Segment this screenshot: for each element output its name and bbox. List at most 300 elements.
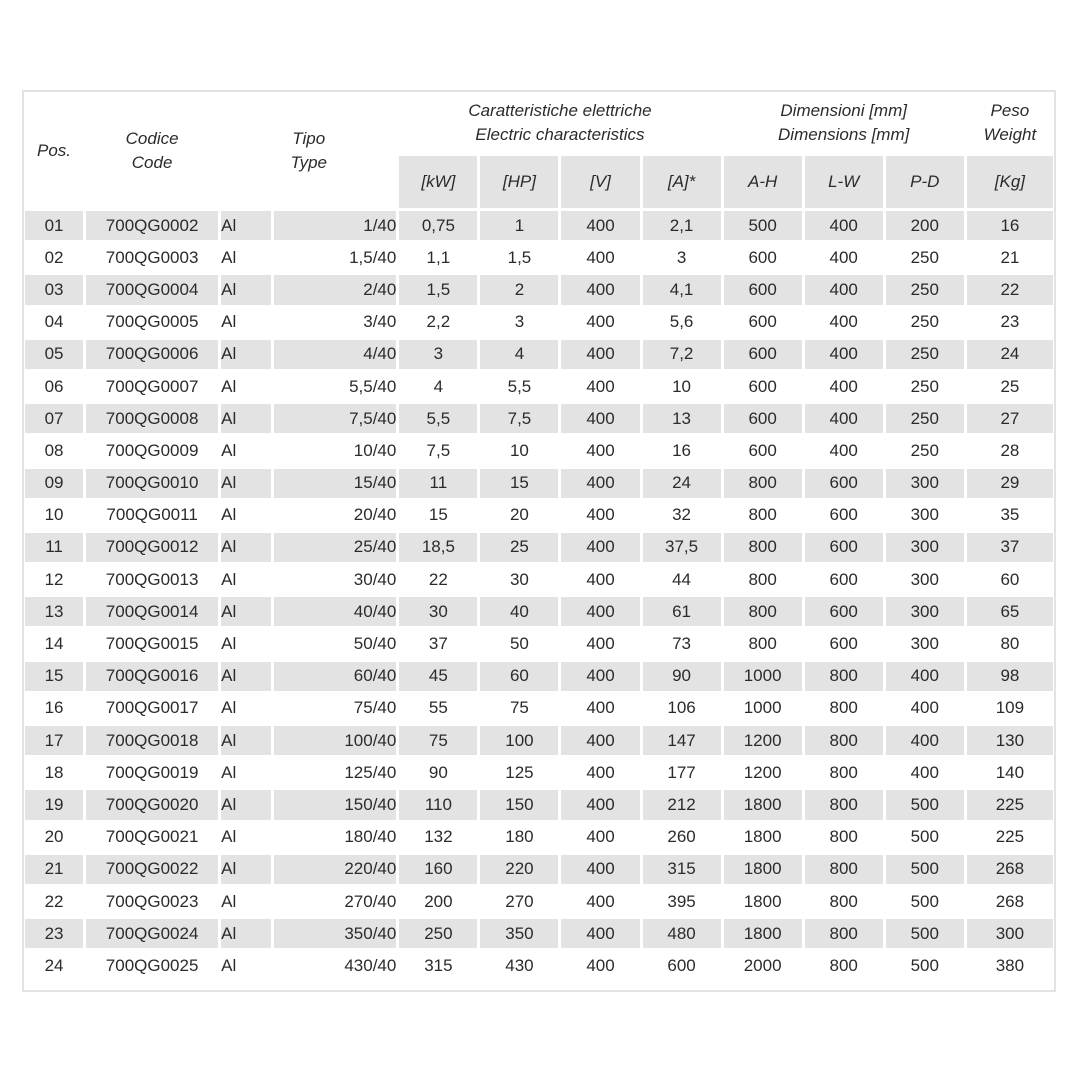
v-cell: 400 xyxy=(561,951,639,980)
kg-cell: 22 xyxy=(967,275,1053,304)
type-cell: 40/40 xyxy=(274,597,396,626)
ah-cell: 600 xyxy=(724,243,802,272)
material-cell: Al xyxy=(221,308,271,337)
kg-cell: 35 xyxy=(967,501,1053,530)
code-cell: 700QG0017 xyxy=(86,694,218,723)
pd-cell: 300 xyxy=(886,629,964,658)
kw-cell: 4 xyxy=(399,372,477,401)
code-cell: 700QG0020 xyxy=(86,790,218,819)
material-cell: Al xyxy=(221,243,271,272)
table-row xyxy=(25,372,1053,401)
type-cell: 5,5/40 xyxy=(274,372,396,401)
ah-cell: 1800 xyxy=(724,919,802,948)
ah-cell: 500 xyxy=(724,211,802,240)
table-row xyxy=(25,469,1053,498)
code-cell: 700QG0007 xyxy=(86,372,218,401)
kw-cell: 7,5 xyxy=(399,436,477,465)
kw-cell: 200 xyxy=(399,887,477,916)
kw-cell: 1,5 xyxy=(399,275,477,304)
lw-cell: 800 xyxy=(805,823,883,852)
type-cell: 220/40 xyxy=(274,855,396,884)
pos-header-label: Pos. xyxy=(37,140,72,160)
a-cell: 5,6 xyxy=(643,308,721,337)
pd-cell: 400 xyxy=(886,694,964,723)
v-cell: 400 xyxy=(561,211,639,240)
a-cell: 106 xyxy=(643,694,721,723)
code-cell: 700QG0005 xyxy=(86,308,218,337)
a-cell: 2,1 xyxy=(643,211,721,240)
ah-cell: 800 xyxy=(724,501,802,530)
table-row xyxy=(25,662,1053,691)
code-cell: 700QG0021 xyxy=(86,823,218,852)
pd-cell: 500 xyxy=(886,790,964,819)
pd-cell: 250 xyxy=(886,308,964,337)
kg-cell: 225 xyxy=(967,790,1053,819)
kg-cell: 29 xyxy=(967,469,1053,498)
v-cell: 400 xyxy=(561,919,639,948)
pos-cell: 16 xyxy=(25,694,83,723)
pos-cell: 10 xyxy=(25,501,83,530)
pos-cell: 03 xyxy=(25,275,83,304)
weight-header-en: Weight xyxy=(983,125,1037,144)
unit-kw: [kW] xyxy=(399,156,477,208)
table-row xyxy=(25,629,1053,658)
pos-cell: 19 xyxy=(25,790,83,819)
type-header-en: Type xyxy=(290,152,328,172)
a-cell: 260 xyxy=(643,823,721,852)
a-cell: 212 xyxy=(643,790,721,819)
kg-cell: 268 xyxy=(967,855,1053,884)
v-cell: 400 xyxy=(561,533,639,562)
hp-cell: 75 xyxy=(480,694,558,723)
a-cell: 32 xyxy=(643,501,721,530)
code-cell: 700QG0014 xyxy=(86,597,218,626)
hp-cell: 350 xyxy=(480,919,558,948)
material-cell: Al xyxy=(221,855,271,884)
code-header-it: Codice xyxy=(125,128,179,148)
ah-cell: 600 xyxy=(724,275,802,304)
kg-cell: 60 xyxy=(967,565,1053,594)
kg-cell: 25 xyxy=(967,372,1053,401)
code-cell: 700QG0013 xyxy=(86,565,218,594)
pos-cell: 14 xyxy=(25,629,83,658)
lw-cell: 800 xyxy=(805,951,883,980)
kw-cell: 110 xyxy=(399,790,477,819)
v-cell: 400 xyxy=(561,726,639,755)
v-cell: 400 xyxy=(561,597,639,626)
a-cell: 147 xyxy=(643,726,721,755)
hp-cell: 7,5 xyxy=(480,404,558,433)
material-cell: Al xyxy=(221,469,271,498)
pos-cell: 22 xyxy=(25,887,83,916)
kg-cell: 225 xyxy=(967,823,1053,852)
pd-cell: 300 xyxy=(886,501,964,530)
v-cell: 400 xyxy=(561,340,639,369)
type-cell: 270/40 xyxy=(274,887,396,916)
kg-cell: 16 xyxy=(967,211,1053,240)
pos-cell: 20 xyxy=(25,823,83,852)
a-cell: 61 xyxy=(643,597,721,626)
hp-cell: 125 xyxy=(480,758,558,787)
dimensions-header xyxy=(724,93,964,153)
a-cell: 73 xyxy=(643,629,721,658)
pos-cell: 01 xyxy=(25,211,83,240)
ah-cell: 600 xyxy=(724,372,802,401)
lw-cell: 600 xyxy=(805,469,883,498)
pd-cell: 500 xyxy=(886,951,964,980)
lw-cell: 800 xyxy=(805,855,883,884)
table-row xyxy=(25,855,1053,884)
kw-cell: 55 xyxy=(399,694,477,723)
pos-cell: 05 xyxy=(25,340,83,369)
type-cell: 15/40 xyxy=(274,469,396,498)
ah-cell: 800 xyxy=(724,597,802,626)
type-cell: 20/40 xyxy=(274,501,396,530)
pos-header xyxy=(25,93,83,208)
v-cell: 400 xyxy=(561,275,639,304)
hp-cell: 25 xyxy=(480,533,558,562)
material-cell: Al xyxy=(221,501,271,530)
lw-cell: 600 xyxy=(805,565,883,594)
material-cell: Al xyxy=(221,629,271,658)
a-cell: 480 xyxy=(643,919,721,948)
lw-cell: 400 xyxy=(805,436,883,465)
material-cell: Al xyxy=(221,758,271,787)
code-cell: 700QG0002 xyxy=(86,211,218,240)
electric-header xyxy=(399,93,720,153)
pos-cell: 13 xyxy=(25,597,83,626)
a-cell: 37,5 xyxy=(643,533,721,562)
pd-cell: 500 xyxy=(886,919,964,948)
kg-cell: 23 xyxy=(967,308,1053,337)
type-cell: 125/40 xyxy=(274,758,396,787)
hp-cell: 220 xyxy=(480,855,558,884)
v-cell: 400 xyxy=(561,758,639,787)
hp-cell: 2 xyxy=(480,275,558,304)
type-cell: 3/40 xyxy=(274,308,396,337)
pd-cell: 400 xyxy=(886,758,964,787)
weight-header xyxy=(967,93,1053,153)
a-cell: 24 xyxy=(643,469,721,498)
pos-cell: 09 xyxy=(25,469,83,498)
v-cell: 400 xyxy=(561,501,639,530)
kw-cell: 0,75 xyxy=(399,211,477,240)
electric-header-en: Electric characteristics xyxy=(475,125,645,144)
type-cell: 350/40 xyxy=(274,919,396,948)
v-cell: 400 xyxy=(561,565,639,594)
kw-cell: 37 xyxy=(399,629,477,658)
pd-cell: 400 xyxy=(886,662,964,691)
kg-cell: 80 xyxy=(967,629,1053,658)
type-cell: 25/40 xyxy=(274,533,396,562)
table-row xyxy=(25,597,1053,626)
kw-cell: 11 xyxy=(399,469,477,498)
type-cell: 1/40 xyxy=(274,211,396,240)
lw-cell: 400 xyxy=(805,372,883,401)
a-cell: 395 xyxy=(643,887,721,916)
pos-cell: 23 xyxy=(25,919,83,948)
type-cell: 7,5/40 xyxy=(274,404,396,433)
pd-cell: 250 xyxy=(886,275,964,304)
v-cell: 400 xyxy=(561,243,639,272)
pos-cell: 12 xyxy=(25,565,83,594)
hp-cell: 4 xyxy=(480,340,558,369)
lw-cell: 800 xyxy=(805,887,883,916)
v-cell: 400 xyxy=(561,404,639,433)
code-cell: 700QG0004 xyxy=(86,275,218,304)
kw-cell: 75 xyxy=(399,726,477,755)
code-cell: 700QG0022 xyxy=(86,855,218,884)
pd-cell: 500 xyxy=(886,823,964,852)
table-row xyxy=(25,404,1053,433)
table-row xyxy=(25,501,1053,530)
kg-cell: 28 xyxy=(967,436,1053,465)
lw-cell: 600 xyxy=(805,501,883,530)
table-row xyxy=(25,211,1053,240)
ah-cell: 1200 xyxy=(724,758,802,787)
unit-pd: P-D xyxy=(886,156,964,208)
a-cell: 13 xyxy=(643,404,721,433)
type-header xyxy=(221,93,396,208)
ah-cell: 1800 xyxy=(724,855,802,884)
hp-cell: 1,5 xyxy=(480,243,558,272)
ah-cell: 600 xyxy=(724,340,802,369)
table-row xyxy=(25,533,1053,562)
unit-v: [V] xyxy=(561,156,639,208)
ah-cell: 1000 xyxy=(724,694,802,723)
type-cell: 100/40 xyxy=(274,726,396,755)
ah-cell: 1000 xyxy=(724,662,802,691)
hp-cell: 10 xyxy=(480,436,558,465)
ah-cell: 1200 xyxy=(724,726,802,755)
lw-cell: 400 xyxy=(805,404,883,433)
code-cell: 700QG0015 xyxy=(86,629,218,658)
a-cell: 16 xyxy=(643,436,721,465)
code-cell: 700QG0006 xyxy=(86,340,218,369)
pd-cell: 250 xyxy=(886,436,964,465)
table-row xyxy=(25,565,1053,594)
type-cell: 4/40 xyxy=(274,340,396,369)
hp-cell: 20 xyxy=(480,501,558,530)
pos-cell: 08 xyxy=(25,436,83,465)
kg-cell: 24 xyxy=(967,340,1053,369)
pd-cell: 500 xyxy=(886,887,964,916)
type-cell: 75/40 xyxy=(274,694,396,723)
material-cell: Al xyxy=(221,404,271,433)
code-cell: 700QG0018 xyxy=(86,726,218,755)
ah-cell: 1800 xyxy=(724,823,802,852)
hp-cell: 180 xyxy=(480,823,558,852)
type-cell: 50/40 xyxy=(274,629,396,658)
v-cell: 400 xyxy=(561,887,639,916)
ah-cell: 2000 xyxy=(724,951,802,980)
kw-cell: 30 xyxy=(399,597,477,626)
code-cell: 700QG0023 xyxy=(86,887,218,916)
code-cell: 700QG0025 xyxy=(86,951,218,980)
kg-cell: 27 xyxy=(967,404,1053,433)
material-cell: Al xyxy=(221,211,271,240)
kg-cell: 109 xyxy=(967,694,1053,723)
material-cell: Al xyxy=(221,275,271,304)
pd-cell: 250 xyxy=(886,243,964,272)
a-cell: 44 xyxy=(643,565,721,594)
kg-cell: 37 xyxy=(967,533,1053,562)
table-body xyxy=(25,211,1053,981)
a-cell: 4,1 xyxy=(643,275,721,304)
material-cell: Al xyxy=(221,436,271,465)
material-cell: Al xyxy=(221,565,271,594)
table-row xyxy=(25,790,1053,819)
lw-cell: 800 xyxy=(805,726,883,755)
ah-cell: 800 xyxy=(724,565,802,594)
lw-cell: 800 xyxy=(805,758,883,787)
v-cell: 400 xyxy=(561,469,639,498)
lw-cell: 400 xyxy=(805,340,883,369)
a-cell: 315 xyxy=(643,855,721,884)
pos-cell: 17 xyxy=(25,726,83,755)
table-row xyxy=(25,436,1053,465)
ah-cell: 600 xyxy=(724,308,802,337)
table-header xyxy=(25,93,1053,208)
pos-cell: 21 xyxy=(25,855,83,884)
kg-cell: 21 xyxy=(967,243,1053,272)
pd-cell: 200 xyxy=(886,211,964,240)
v-cell: 400 xyxy=(561,790,639,819)
hp-cell: 30 xyxy=(480,565,558,594)
lw-cell: 800 xyxy=(805,919,883,948)
kg-cell: 65 xyxy=(967,597,1053,626)
type-cell: 150/40 xyxy=(274,790,396,819)
type-cell: 180/40 xyxy=(274,823,396,852)
table-row xyxy=(25,243,1053,272)
type-cell: 30/40 xyxy=(274,565,396,594)
lw-cell: 800 xyxy=(805,662,883,691)
type-cell: 60/40 xyxy=(274,662,396,691)
pos-cell: 02 xyxy=(25,243,83,272)
kw-cell: 5,5 xyxy=(399,404,477,433)
a-cell: 600 xyxy=(643,951,721,980)
hp-cell: 270 xyxy=(480,887,558,916)
table-row xyxy=(25,726,1053,755)
kw-cell: 45 xyxy=(399,662,477,691)
pd-cell: 400 xyxy=(886,726,964,755)
pos-cell: 18 xyxy=(25,758,83,787)
material-cell: Al xyxy=(221,694,271,723)
hp-cell: 150 xyxy=(480,790,558,819)
lw-cell: 400 xyxy=(805,275,883,304)
kg-cell: 140 xyxy=(967,758,1053,787)
table-row xyxy=(25,951,1053,980)
material-cell: Al xyxy=(221,340,271,369)
ah-cell: 600 xyxy=(724,404,802,433)
kg-cell: 268 xyxy=(967,887,1053,916)
code-cell: 700QG0009 xyxy=(86,436,218,465)
code-cell: 700QG0008 xyxy=(86,404,218,433)
kg-cell: 130 xyxy=(967,726,1053,755)
spec-table xyxy=(22,90,1056,984)
lw-cell: 600 xyxy=(805,629,883,658)
hp-cell: 60 xyxy=(480,662,558,691)
ah-cell: 1800 xyxy=(724,887,802,916)
pd-cell: 300 xyxy=(886,533,964,562)
hp-cell: 40 xyxy=(480,597,558,626)
pos-cell: 06 xyxy=(25,372,83,401)
type-cell: 1,5/40 xyxy=(274,243,396,272)
kw-cell: 250 xyxy=(399,919,477,948)
lw-cell: 800 xyxy=(805,790,883,819)
table-row xyxy=(25,308,1053,337)
material-cell: Al xyxy=(221,951,271,980)
hp-cell: 50 xyxy=(480,629,558,658)
lw-cell: 600 xyxy=(805,533,883,562)
pos-cell: 04 xyxy=(25,308,83,337)
ah-cell: 800 xyxy=(724,629,802,658)
type-cell: 10/40 xyxy=(274,436,396,465)
dimensions-header-en: Dimensions [mm] xyxy=(778,125,910,144)
ah-cell: 800 xyxy=(724,533,802,562)
kw-cell: 1,1 xyxy=(399,243,477,272)
pd-cell: 250 xyxy=(886,404,964,433)
material-cell: Al xyxy=(221,533,271,562)
v-cell: 400 xyxy=(561,855,639,884)
table-row xyxy=(25,275,1053,304)
kw-cell: 315 xyxy=(399,951,477,980)
code-cell: 700QG0003 xyxy=(86,243,218,272)
ah-cell: 600 xyxy=(724,436,802,465)
v-cell: 400 xyxy=(561,372,639,401)
table-row xyxy=(25,694,1053,723)
kw-cell: 132 xyxy=(399,823,477,852)
material-cell: Al xyxy=(221,597,271,626)
material-cell: Al xyxy=(221,823,271,852)
v-cell: 400 xyxy=(561,694,639,723)
v-cell: 400 xyxy=(561,629,639,658)
pos-cell: 24 xyxy=(25,951,83,980)
lw-cell: 600 xyxy=(805,597,883,626)
a-cell: 7,2 xyxy=(643,340,721,369)
hp-cell: 430 xyxy=(480,951,558,980)
hp-cell: 5,5 xyxy=(480,372,558,401)
material-cell: Al xyxy=(221,790,271,819)
unit-ah: A-H xyxy=(724,156,802,208)
kw-cell: 18,5 xyxy=(399,533,477,562)
unit-kg: [Kg] xyxy=(967,156,1053,208)
pd-cell: 250 xyxy=(886,372,964,401)
code-cell: 700QG0011 xyxy=(86,501,218,530)
pd-cell: 250 xyxy=(886,340,964,369)
lw-cell: 400 xyxy=(805,211,883,240)
hp-cell: 100 xyxy=(480,726,558,755)
a-cell: 177 xyxy=(643,758,721,787)
material-cell: Al xyxy=(221,662,271,691)
electric-header-it: Caratteristiche elettriche xyxy=(468,101,652,120)
table-row xyxy=(25,340,1053,369)
a-cell: 3 xyxy=(643,243,721,272)
kw-cell: 160 xyxy=(399,855,477,884)
lw-cell: 400 xyxy=(805,243,883,272)
v-cell: 400 xyxy=(561,823,639,852)
type-cell: 2/40 xyxy=(274,275,396,304)
lw-cell: 400 xyxy=(805,308,883,337)
table-row xyxy=(25,823,1053,852)
kw-cell: 2,2 xyxy=(399,308,477,337)
table-row xyxy=(25,887,1053,916)
pos-cell: 15 xyxy=(25,662,83,691)
material-cell: Al xyxy=(221,887,271,916)
code-cell: 700QG0010 xyxy=(86,469,218,498)
kw-cell: 90 xyxy=(399,758,477,787)
dimensions-header-it: Dimensioni [mm] xyxy=(780,101,907,120)
